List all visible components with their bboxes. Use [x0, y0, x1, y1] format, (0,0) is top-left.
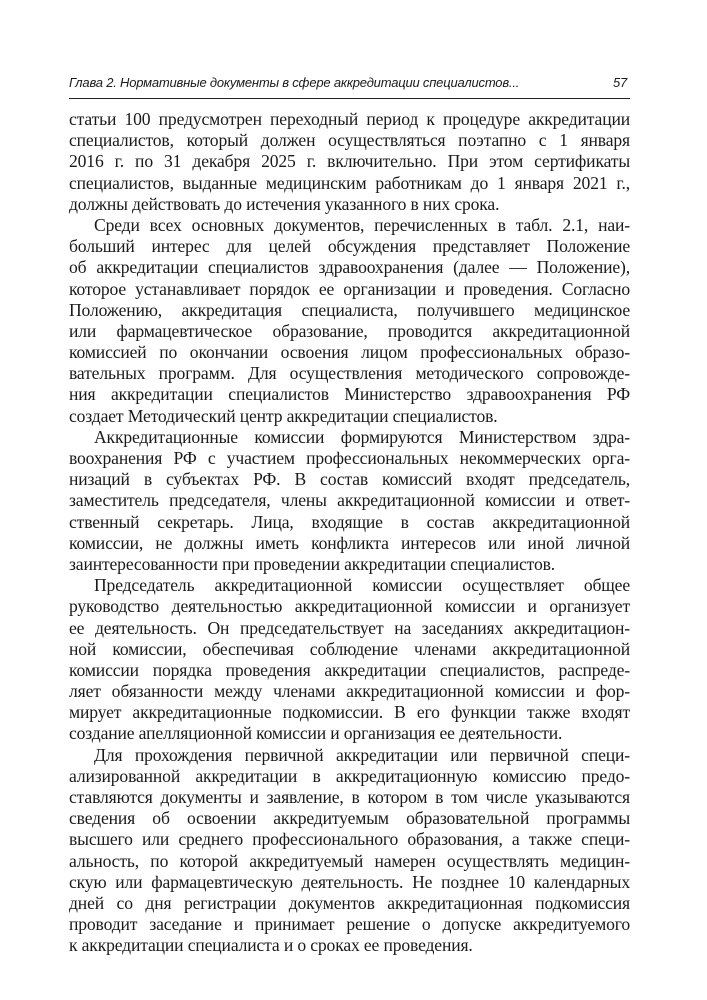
text-line: Для прохождения первичной аккредитации или первичной специ- — [94, 744, 630, 765]
page-number: 57 — [612, 75, 627, 90]
text-line: скую или фармацевтическую деятельность. Не позднее 10 календарных — [69, 871, 630, 892]
text-line: должны действовать до истечения указанного в них срока. — [69, 193, 500, 214]
text-line: комиссии, не должны иметь конфликта интересов или иной личной — [69, 532, 630, 553]
text-line: ной комиссии, обеспечивая соблюдение членами аккредитационной — [69, 638, 630, 659]
paragraph — [69, 575, 630, 745]
text-line: больший интерес для целей обсуждения представляет Положение — [69, 236, 630, 257]
text-line: высшего или среднего профессионального образования, а также специ- — [69, 829, 630, 850]
paragraph — [69, 215, 630, 427]
text-line: которое устанавливает порядок ее организации и проведения. Согласно — [69, 278, 630, 299]
text-line: руководство деятельностью аккредитационной комиссии и организует — [69, 596, 630, 617]
text-line: мирует аккредитационные подкомиссии. В его функции также входят — [69, 702, 630, 723]
chapter-title: Глава 2. Нормативные документы в сфере аккредитации специалистов... — [69, 75, 520, 90]
text-line: ственный секретарь. Лица, входящие в состав аккредитационной — [69, 511, 630, 532]
text-line: комиссии порядка проведения аккредитации специалистов, распреде- — [69, 659, 630, 680]
text-line: Председатель аккредитационной комиссии осуществляет общее — [94, 575, 630, 596]
text-line: воохранения РФ с участием профессиональных некоммерческих орга- — [69, 448, 630, 468]
paragraph — [69, 427, 630, 575]
text-line: или фармацевтическое образование, проводится аккредитационной — [69, 320, 630, 341]
text-line: сведения об освоении аккредитуемым образовательной программы — [69, 808, 630, 829]
text-line: ставляются документы и заявление, в котором в том числе указываются — [69, 787, 630, 807]
text-line: ее деятельность. Он председательствует на заседаниях аккредитацион- — [69, 617, 630, 638]
paragraph — [69, 745, 630, 957]
text-line: создание апелляционной комиссии и организация ее деятельности. — [69, 723, 563, 744]
text-line: ализированной аккредитации в аккредитационную комиссию предо- — [69, 765, 630, 786]
body-text — [69, 109, 630, 957]
text-line: вательных программ. Для осуществления методического сопровожде- — [69, 363, 630, 384]
text-line: создает Методический центр аккредитации специалистов. — [69, 405, 498, 426]
text-line: заинтересованности при проведении аккредитации специалистов. — [69, 553, 556, 574]
text-line: 2016 г. по 31 декабря 2025 г. включительно. При этом сертификаты — [69, 151, 630, 172]
text-line: проводит заседание и принимает решение о допуске аккредитуемого — [69, 914, 630, 935]
text-line: Положению, аккредитация специалиста, получившего медицинское — [69, 299, 630, 320]
text-line: специалистов, который должен осуществляться поэтапно с 1 января — [69, 130, 630, 151]
text-line: к аккредитации специалиста и о сроках ее проведения. — [69, 935, 473, 956]
text-line: Среди всех основных документов, перечисленных в табл. 2.1, наи- — [94, 214, 630, 235]
text-line: комиссией по окончании освоения лицом профессиональных образо- — [69, 342, 630, 363]
text-line: об аккредитации специалистов здравоохранения (далее — Положение), — [69, 257, 630, 278]
text-line: дней со дня регистрации документов аккредитационная подкомиссия — [69, 892, 630, 913]
text-line: заместитель председателя, члены аккредитационной комиссии и ответ- — [69, 490, 630, 511]
text-line: ния аккредитации специалистов Министерство здравоохранения РФ — [69, 384, 630, 405]
paragraph — [69, 109, 630, 215]
text-line: специалистов, выданные медицинским работникам до 1 января 2021 г., — [69, 172, 630, 193]
text-line: Аккредитационные комиссии формируются Министерством здра- — [94, 426, 630, 447]
text-line: статьи 100 предусмотрен переходный период к процедуре аккредитации — [69, 109, 630, 129]
running-header — [69, 72, 630, 99]
text-line: альность, по которой аккредитуемый намерен осуществлять медицин- — [69, 850, 630, 871]
text-line: низаций в субъектах РФ. В состав комиссий входят председатель, — [69, 469, 630, 490]
text-line: ляет обязанности между членами аккредитационной комиссии и фор- — [69, 681, 630, 702]
